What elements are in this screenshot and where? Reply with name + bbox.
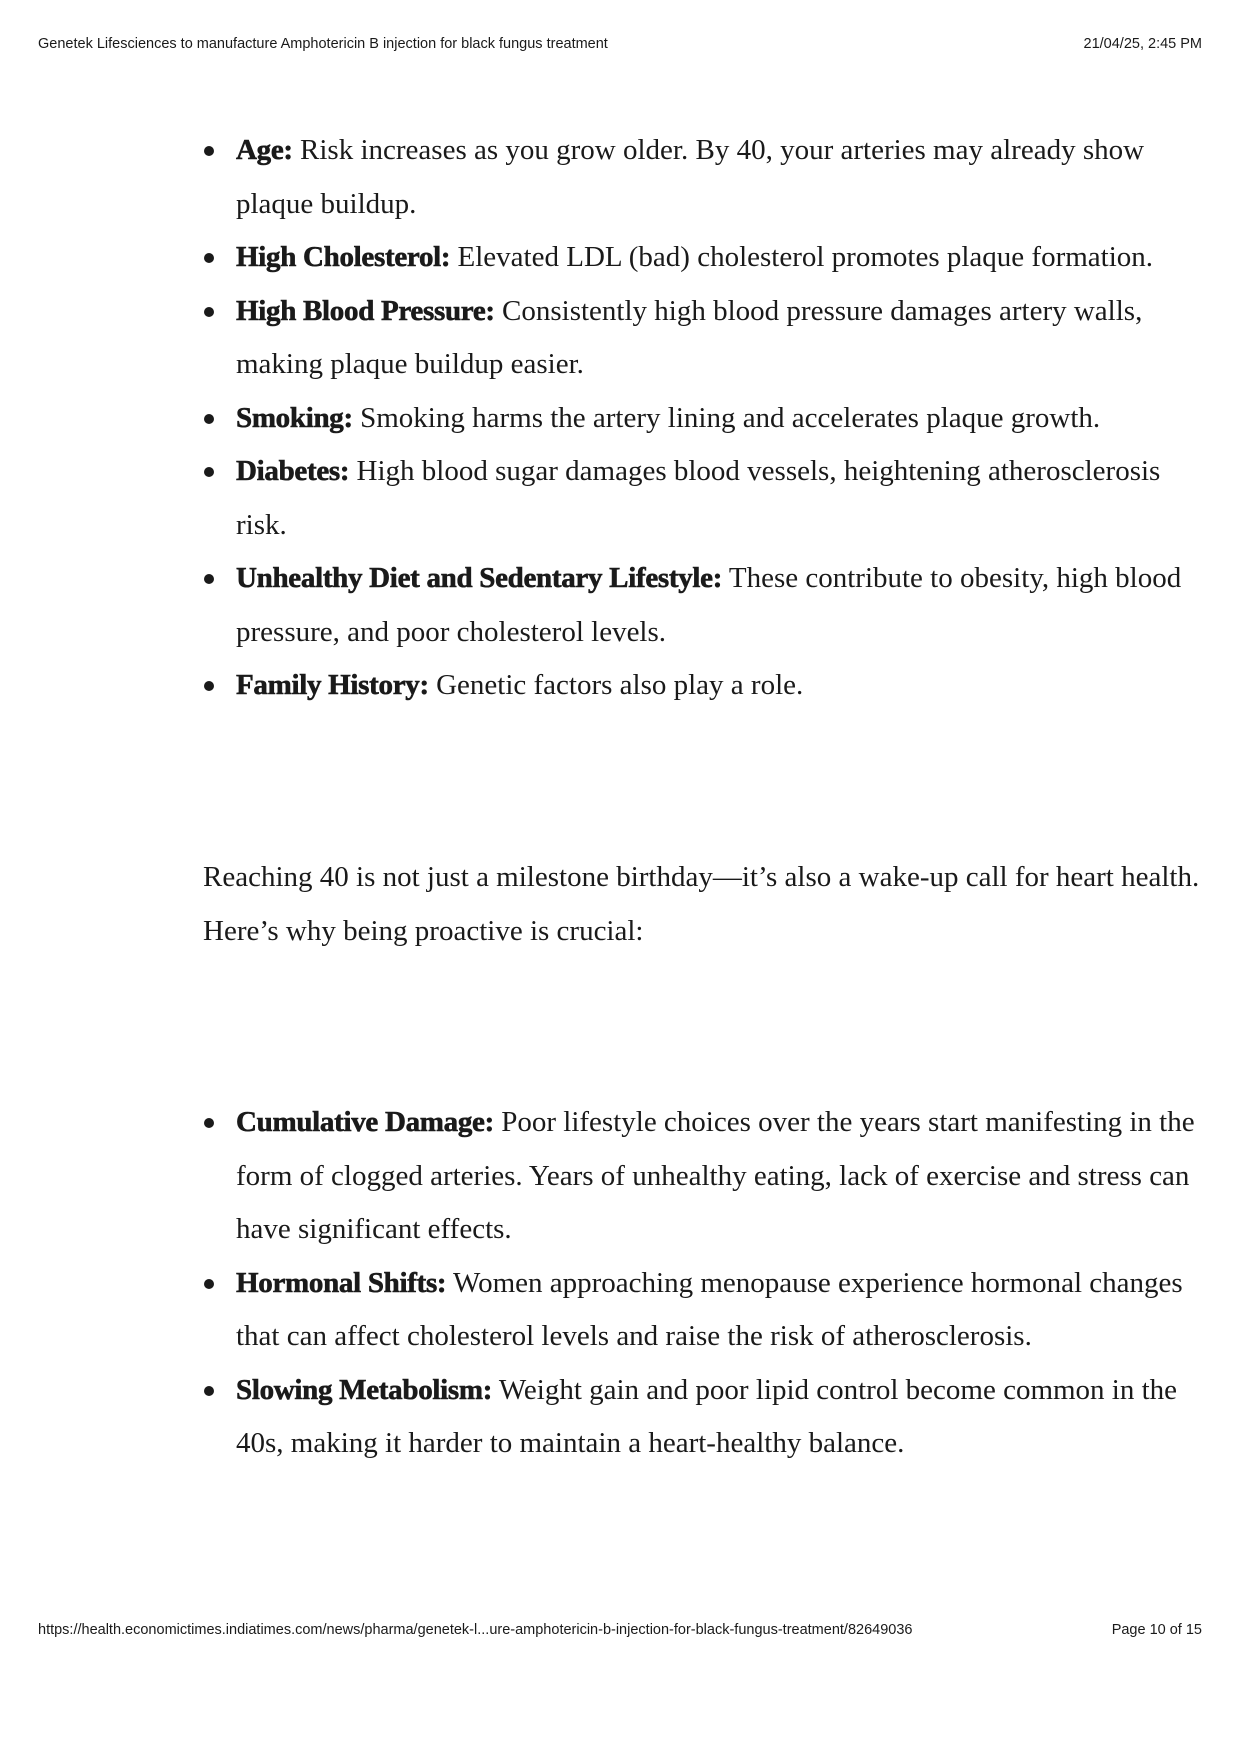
list-item: [203, 659, 1213, 713]
list-item-term: Cumulative Damage:: [236, 1106, 494, 1138]
print-footer: [38, 1622, 1202, 1638]
list-item-text: Elevated LDL (bad) cholesterol promotes plaque formation.: [457, 241, 1154, 273]
list-item: [203, 285, 1213, 392]
list-item-text: High blood sugar damages blood vessels, heightening atherosclerosis risk.: [236, 455, 1161, 541]
risk-factors-list: [203, 124, 1213, 713]
list-item: [203, 445, 1213, 552]
list-item-term: Smoking:: [236, 401, 353, 434]
reasons-section: [203, 1096, 1213, 1471]
list-item: [203, 392, 1213, 446]
intro-paragraph: Reaching 40 is not just a milestone birthday—it’s also a wake-up call for heart health. Here’s why being proactive is crucial:: [203, 861, 1200, 947]
list-item-term: High Cholesterol:: [236, 241, 451, 273]
list-item-text: These contribute to obesity, high blood pressure, and poor cholesterol levels.: [236, 562, 1182, 648]
list-item: [203, 124, 1213, 231]
page-title: Genetek Lifesciences to manufacture Amphotericin B injection for black fungus treatment: [38, 36, 608, 52]
page-number: Page 10 of 15: [1111, 1622, 1202, 1638]
list-item-text: Smoking harms the artery lining and accelerates plaque growth.: [360, 401, 1101, 434]
list-item: [203, 1364, 1213, 1471]
list-item: [203, 1257, 1213, 1364]
print-datetime: 21/04/25, 2:45 PM: [1083, 36, 1202, 52]
list-item-text: Weight gain and poor lipid control become common in the 40s, making it harder to maintain a heart-healthy balance.: [236, 1373, 1178, 1459]
list-item: [203, 231, 1213, 285]
reasons-list: [203, 1096, 1213, 1471]
list-item-text: Risk increases as you grow older. By 40, your arteries may already show plaque buildup.: [236, 134, 1145, 220]
risk-factors-section: [203, 124, 1213, 713]
list-item-text: Women approaching menopause experience hormonal changes that can affect cholesterol levels and raise the risk of atherosclerosis.: [236, 1266, 1183, 1352]
list-item-term: Unhealthy Diet and Sedentary Lifestyle:: [236, 562, 723, 594]
list-item-term: Age:: [236, 134, 293, 166]
list-item-term: High Blood Pressure:: [236, 294, 495, 327]
list-item-text: Genetic factors also play a role.: [436, 669, 804, 701]
list-item: [203, 1096, 1213, 1257]
print-header: [38, 36, 1202, 52]
intro-paragraph-section: [203, 851, 1213, 958]
list-item: [203, 552, 1213, 659]
source-url: https://health.economictimes.indiatimes.com/news/pharma/genetek-l...ure-amphotericin-b-injection-for-black-fungus-treatment/82649036: [38, 1622, 913, 1638]
list-item-term: Slowing Metabolism:: [236, 1373, 493, 1406]
list-item-term: Hormonal Shifts:: [236, 1266, 447, 1299]
list-item-term: Family History:: [236, 669, 429, 701]
list-item-term: Diabetes:: [236, 455, 350, 487]
list-item-text: Consistently high blood pressure damages artery walls, making plaque buildup easier.: [236, 294, 1143, 380]
list-item-text: Poor lifestyle choices over the years start manifesting in the form of clogged arteries. Years of unhealthy eating, lack of exercise and stress can have significant effects.: [236, 1106, 1195, 1245]
